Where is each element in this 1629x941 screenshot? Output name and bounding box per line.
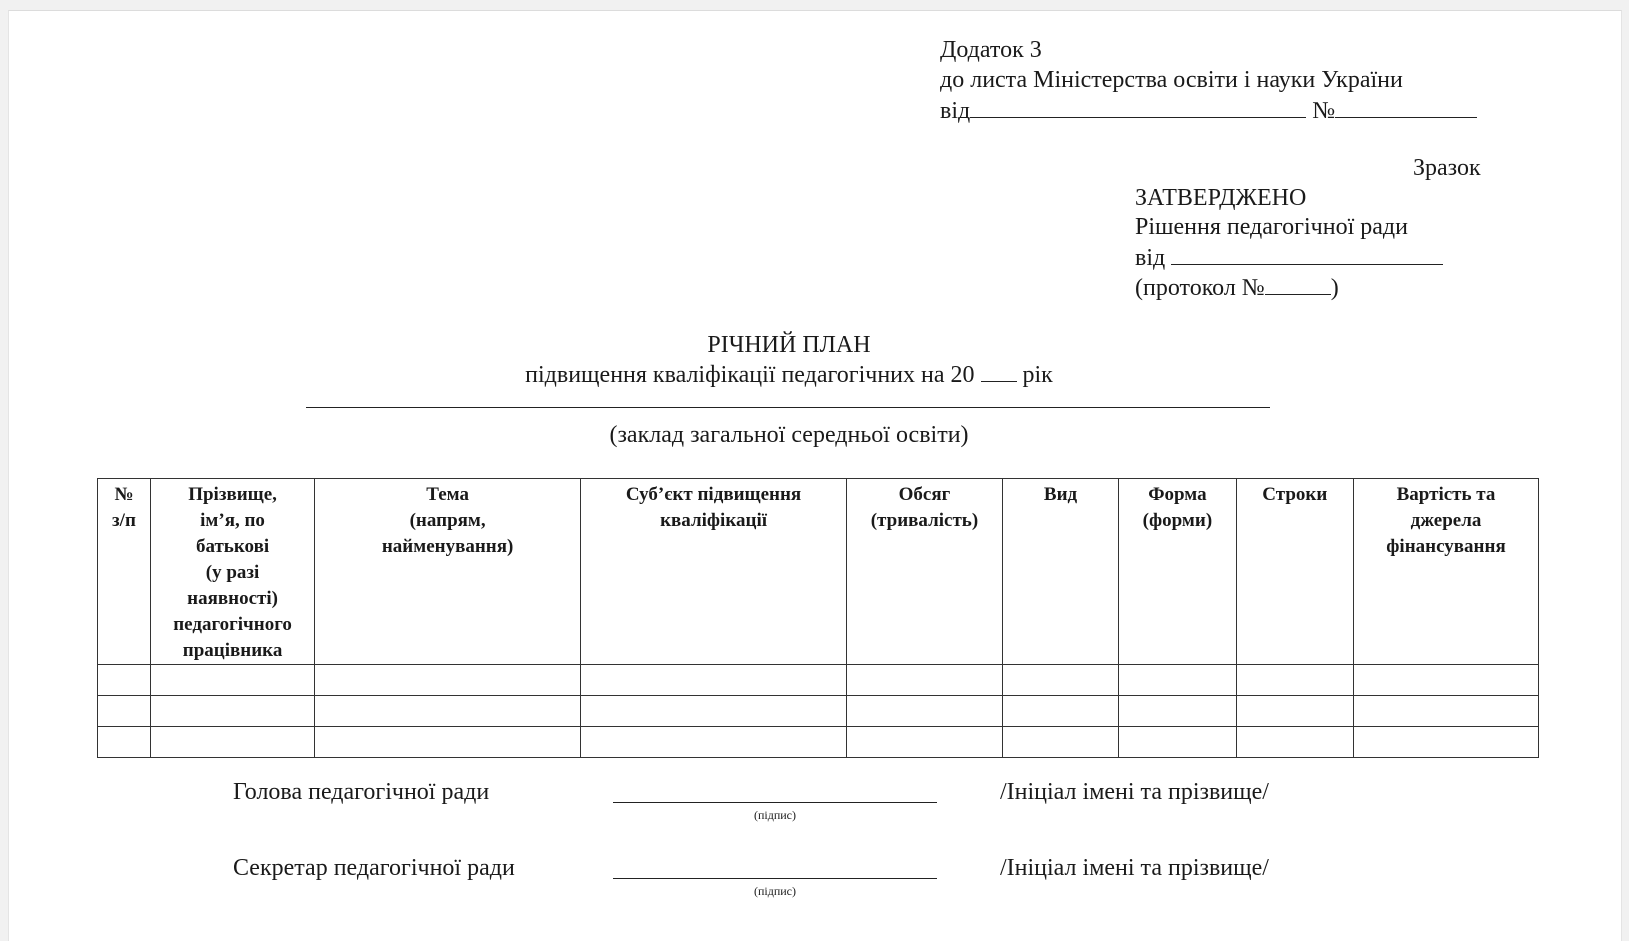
appendix-label: Додаток 3 xyxy=(940,37,1042,63)
table-cell xyxy=(581,696,847,727)
col-full-name: Прізвище, ім’я, по батькові (у разі наявності) педагогічного працівника xyxy=(150,479,314,665)
table-header-row xyxy=(98,479,1539,665)
subtitle-text: підвищення кваліфікації педагогічних на 20 xyxy=(525,362,975,388)
approval-from-label: від xyxy=(1135,245,1166,271)
subtitle-year-word: рік xyxy=(1022,362,1053,388)
table-cell xyxy=(150,727,314,758)
protocol-number-blank xyxy=(1265,272,1331,295)
table-cell xyxy=(847,727,1003,758)
table-cell xyxy=(98,696,151,727)
decision-label: Рішення педагогічної ради xyxy=(1135,214,1408,240)
col-number: № з/п xyxy=(98,479,151,665)
table-cell xyxy=(1354,696,1539,727)
table-cell xyxy=(1119,665,1236,696)
table-cell xyxy=(98,727,151,758)
head-label: Голова педагогічної ради xyxy=(233,779,490,805)
table-cell xyxy=(847,696,1003,727)
table-row xyxy=(98,727,1539,758)
table-cell xyxy=(847,665,1003,696)
head-signature-line xyxy=(613,801,937,803)
approved-label: ЗАТВЕРДЖЕНО xyxy=(1135,185,1307,211)
table-cell xyxy=(315,696,581,727)
document-page xyxy=(8,10,1622,941)
approval-date-blank xyxy=(1171,242,1443,265)
plan-title: РІЧНИЙ ПЛАН xyxy=(707,332,871,358)
secretary-name-placeholder: /Ініціал імені та прізвище/ xyxy=(1000,855,1269,881)
table-row xyxy=(98,696,1539,727)
number-blank xyxy=(1335,95,1477,118)
protocol-close: ) xyxy=(1330,275,1339,301)
table-cell xyxy=(1236,665,1353,696)
number-label: № xyxy=(1312,98,1336,124)
institution-caption: (заклад загальної середньої освіти) xyxy=(609,422,969,448)
table-cell xyxy=(98,665,151,696)
table-cell xyxy=(1002,665,1118,696)
protocol-open: (протокол № xyxy=(1135,275,1265,301)
col-volume: Обсяг (тривалість) xyxy=(847,479,1003,665)
col-cost: Вартість та джерела фінансування xyxy=(1354,479,1539,665)
table-cell xyxy=(1002,727,1118,758)
approval-date-line xyxy=(1135,242,1443,273)
col-provider: Суб’єкт підвищення кваліфікації xyxy=(581,479,847,665)
institution-blank-line xyxy=(306,406,1270,408)
table-cell xyxy=(581,665,847,696)
secretary-signature-caption: (підпис) xyxy=(753,884,797,898)
protocol-line xyxy=(1135,272,1339,303)
date-blank xyxy=(970,95,1306,118)
table-cell xyxy=(1119,727,1236,758)
col-terms: Строки xyxy=(1236,479,1353,665)
letter-reference: до листа Міністерства освіти і науки України xyxy=(940,67,1403,93)
table-cell xyxy=(1354,665,1539,696)
letter-date-number-line xyxy=(940,95,1477,126)
table-cell xyxy=(315,727,581,758)
table-cell xyxy=(1119,696,1236,727)
table-cell xyxy=(1236,696,1353,727)
secretary-signature-line xyxy=(613,877,937,879)
table-cell xyxy=(1002,696,1118,727)
table-cell xyxy=(150,696,314,727)
table-cell xyxy=(1236,727,1353,758)
plan-table xyxy=(97,478,1539,758)
secretary-label: Секретар педагогічної ради xyxy=(233,855,515,881)
head-signature-caption: (підпис) xyxy=(753,808,797,822)
year-blank xyxy=(981,361,1017,382)
table-cell xyxy=(315,665,581,696)
col-topic: Тема (напрям, найменування) xyxy=(315,479,581,665)
plan-subtitle xyxy=(9,360,1569,390)
from-label: від xyxy=(940,98,971,124)
col-form: Форма (форми) xyxy=(1119,479,1236,665)
table-row xyxy=(98,665,1539,696)
table-cell xyxy=(1354,727,1539,758)
sample-label: Зразок xyxy=(1413,155,1481,181)
head-name-placeholder: /Ініціал імені та прізвище/ xyxy=(1000,779,1269,805)
table-cell xyxy=(150,665,314,696)
table-cell xyxy=(581,727,847,758)
col-type: Вид xyxy=(1002,479,1118,665)
